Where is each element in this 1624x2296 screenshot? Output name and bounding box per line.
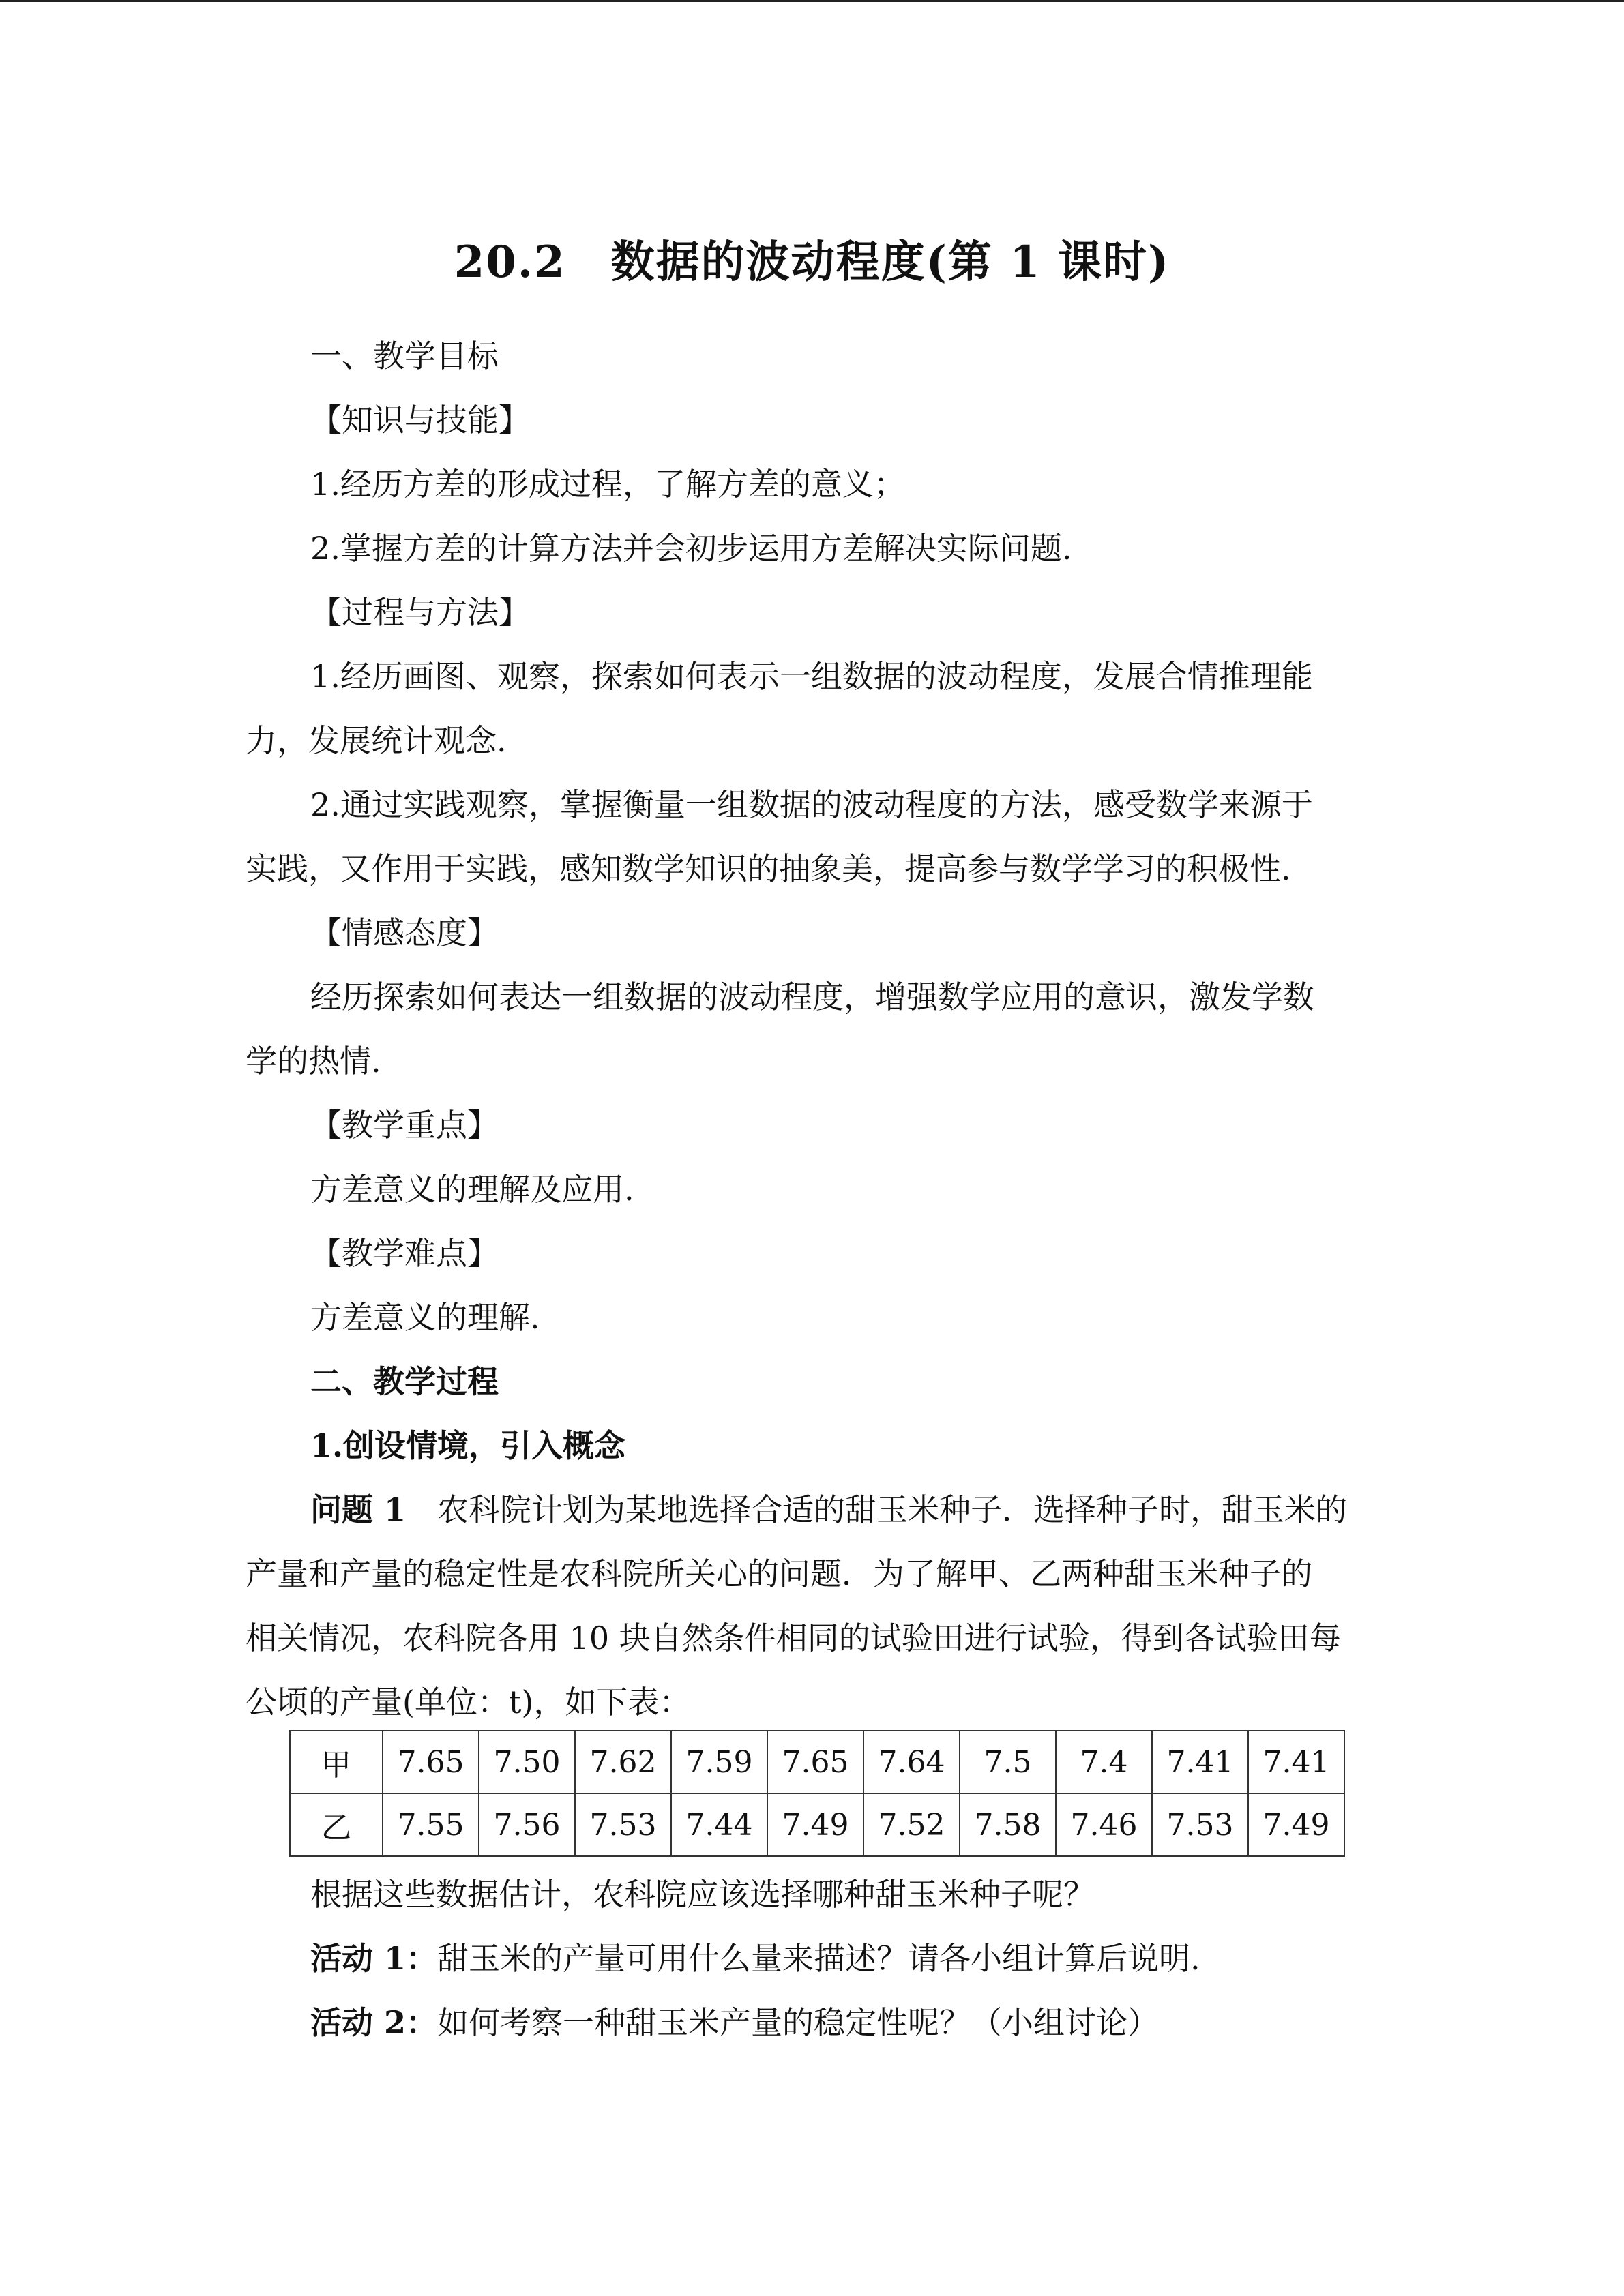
table-cell: 7.49	[767, 1793, 863, 1856]
activity-2-label: 活动 2：	[310, 2004, 438, 2041]
subheading-process: 【过程与方法】	[310, 594, 530, 631]
table-cell: 7.49	[1248, 1793, 1344, 1856]
table-row-jia	[290, 1731, 1344, 1793]
problem-1-line-4: 公顷的产量(单位：t)，如下表：	[246, 1684, 691, 1720]
table-cell: 7.52	[863, 1793, 960, 1856]
table-cell: 7.62	[575, 1731, 671, 1793]
table-cell: 7.5	[960, 1731, 1056, 1793]
paragraph-process-1-line-1: 1.经历画图、观察，探索如何表示一组数据的波动程度，发展合情推理能	[310, 658, 1313, 695]
activity-2-text: 如何考察一种甜玉米产量的稳定性呢？（小组讨论）	[437, 2004, 1160, 2041]
table-cell: 7.58	[960, 1793, 1056, 1856]
problem-1-text-1: 农科院计划为某地选择合适的甜玉米种子．选择种子时，甜玉米的	[406, 1491, 1348, 1528]
paragraph-process-2-line-2: 实践，又作用于实践，感知数学知识的抽象美，提高参与数学学习的积极性.	[246, 850, 1291, 887]
activity-1	[310, 1933, 1443, 1984]
activity-2	[310, 1997, 1443, 2048]
yield-table	[289, 1730, 1345, 1857]
section-heading-process: 二、教学过程	[310, 1363, 499, 1400]
paragraph-emotion-line-2: 学的热情.	[246, 1043, 381, 1079]
table-cell: 7.64	[863, 1731, 960, 1793]
paragraph-knowledge-2: 2.掌握方差的计算方法并会初步运用方差解决实际问题.	[310, 530, 1072, 567]
problem-1-line-1	[310, 1484, 1443, 1536]
table-cell: 7.65	[767, 1731, 863, 1793]
problem-1-label: 问题 1	[310, 1491, 407, 1528]
row-label-yi: 乙	[290, 1793, 383, 1856]
table-cell: 7.44	[671, 1793, 767, 1856]
problem-1-line-3: 相关情况，农科院各用 10 块自然条件相同的试验田进行试验，得到各试验田每	[246, 1620, 1341, 1656]
table-cell: 7.4	[1056, 1731, 1152, 1793]
paragraph-knowledge-1: 1.经历方差的形成过程，了解方差的意义；	[310, 466, 905, 503]
activity-1-text: 甜玉米的产量可用什么量来描述？请各小组计算后说明.	[437, 1940, 1200, 1977]
table-cell: 7.41	[1152, 1731, 1248, 1793]
problem-1-line-2: 产量和产量的稳定性是农科院所关心的问题．为了解甲、乙两种甜玉米种子的	[246, 1555, 1312, 1592]
question-text: 根据这些数据估计，农科院应该选择哪种甜玉米种子呢？	[310, 1876, 1095, 1913]
paragraph-emotion-line-1: 经历探索如何表达一组数据的波动程度，增强数学应用的意识，激发学数	[310, 979, 1314, 1015]
paragraph-difficult-point: 方差意义的理解.	[310, 1299, 540, 1336]
paragraph-key-point: 方差意义的理解及应用.	[310, 1171, 634, 1208]
table-cell: 7.56	[479, 1793, 575, 1856]
table-cell: 7.59	[671, 1731, 767, 1793]
paragraph-process-1-line-2: 力，发展统计观念.	[246, 722, 507, 759]
table-cell: 7.65	[383, 1731, 479, 1793]
row-label-jia: 甲	[290, 1731, 383, 1793]
table-cell: 7.41	[1248, 1731, 1344, 1793]
subheading-difficult-point: 【教学难点】	[310, 1235, 499, 1272]
paragraph-process-2-line-1: 2.通过实践观察，掌握衡量一组数据的波动程度的方法，感受数学来源于	[310, 786, 1313, 823]
table-cell: 7.53	[1152, 1793, 1248, 1856]
table-cell: 7.53	[575, 1793, 671, 1856]
subheading-knowledge: 【知识与技能】	[310, 402, 530, 438]
section-heading-objectives: 一、教学目标	[310, 338, 499, 374]
table-cell: 7.46	[1056, 1793, 1152, 1856]
table-cell: 7.50	[479, 1731, 575, 1793]
activity-1-label: 活动 1：	[310, 1940, 438, 1977]
table-cell: 7.55	[383, 1793, 479, 1856]
step-1-heading: 1.创设情境，引入概念	[310, 1427, 626, 1464]
subheading-key-point: 【教学重点】	[310, 1107, 499, 1144]
page-title: 20.2 数据的波动程度(第 1 课时)	[454, 237, 1170, 288]
subheading-emotion: 【情感态度】	[310, 914, 499, 951]
top-border	[0, 0, 1624, 2]
table-row-yi	[290, 1793, 1344, 1856]
